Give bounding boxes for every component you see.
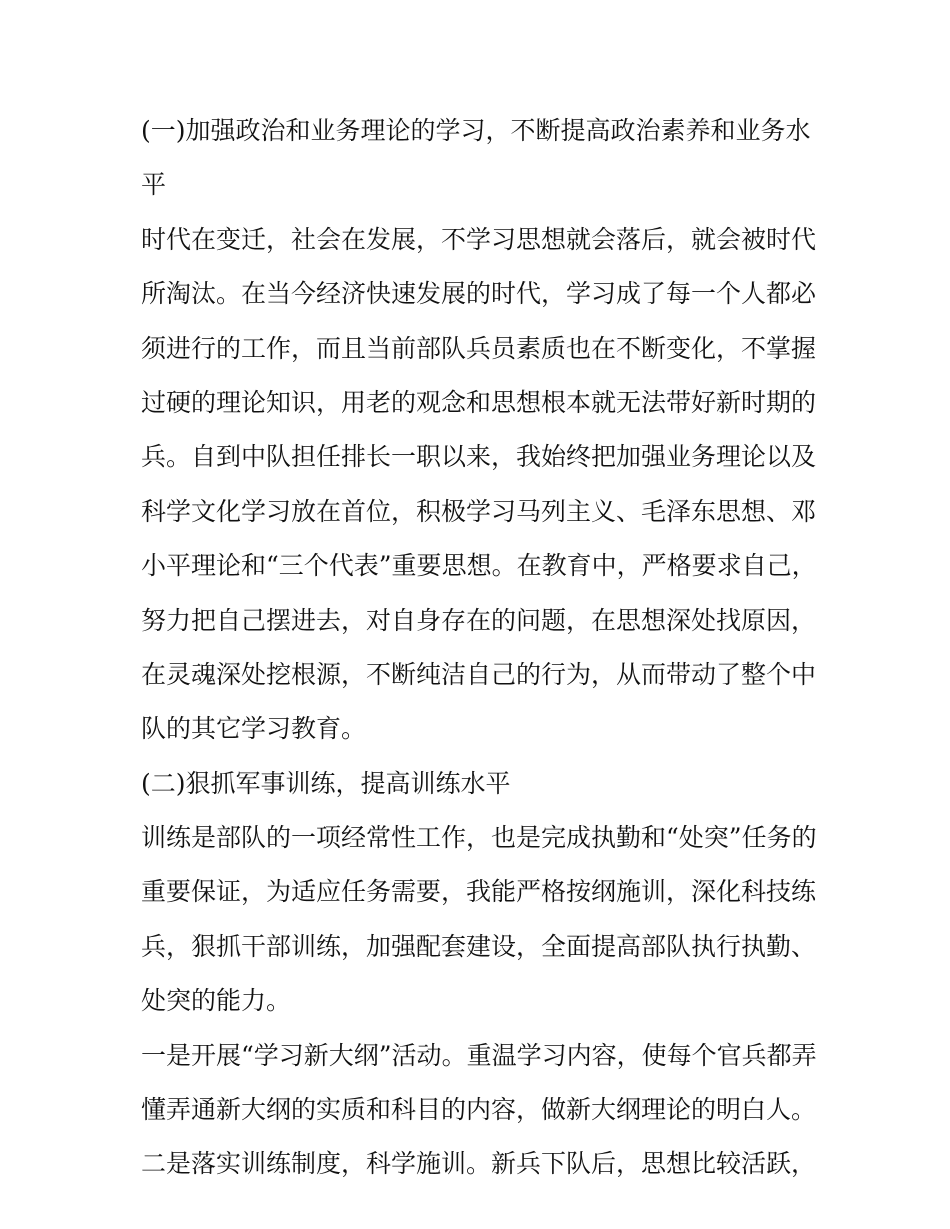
heading-military-training: (二)狠抓军事训练，提高训练水平 [141, 768, 511, 798]
document-body [141, 104, 821, 1192]
paragraph-line: 时代在变迁，社会在发展，不学习思想就会落后，就会被时代 [141, 224, 817, 254]
paragraph-line: 兵。自到中队担任排长一职以来，我始终把加强业务理论以及 [141, 442, 817, 472]
paragraph-line: 所淘汰。在当今经济快速发展的时代，学习成了每一个人都必 [141, 279, 817, 309]
paragraph-line: 须进行的工作，而且当前部队兵员素质也在不断变化，不掌握 [141, 333, 817, 363]
paragraph-line: 兵，狠抓干部训练，加强配套建设，全面提高部队执行执勤、 [141, 931, 817, 961]
paragraph-line: 努力把自己摆进去，对自身存在的问题，在思想深处找原因， [141, 605, 817, 635]
paragraph-line: 过硬的理论知识，用老的观念和思想根本就无法带好新时期的 [141, 387, 817, 417]
paragraph-line: 二是落实训练制度，科学施训。新兵下队后，思想比较活跃， [141, 1149, 817, 1179]
paragraph-line: 在灵魂深处挖根源，不断纯洁自己的行为，从而带动了整个中 [141, 659, 817, 689]
heading-political-study-cont: 平 [141, 170, 167, 200]
paragraph-line: 一是开展“学习新大纲”活动。重温学习内容，使每个官兵都弄 [141, 1040, 817, 1070]
paragraph-line: 小平理论和“三个代表”重要思想。在教育中，严格要求自己， [141, 551, 817, 581]
heading-political-study: (一)加强政治和业务理论的学习，不断提高政治素养和业务水 [141, 116, 811, 145]
paragraph-line: 科学文化学习放在首位，积极学习马列主义、毛泽东思想、邓 [141, 496, 817, 526]
paragraph-line: 处突的能力。 [141, 986, 292, 1016]
paragraph-line: 懂弄通新大纲的实质和科目的内容，做新大纲理论的明白人。 [141, 1095, 817, 1125]
paragraph-line: 训练是部队的一项经常性工作，也是完成执勤和“处突”任务的 [141, 823, 817, 853]
paragraph-line: 队的其它学习教育。 [141, 714, 367, 744]
paragraph-line: 重要保证，为适应任务需要，我能严格按纲施训，深化科技练 [141, 877, 817, 907]
